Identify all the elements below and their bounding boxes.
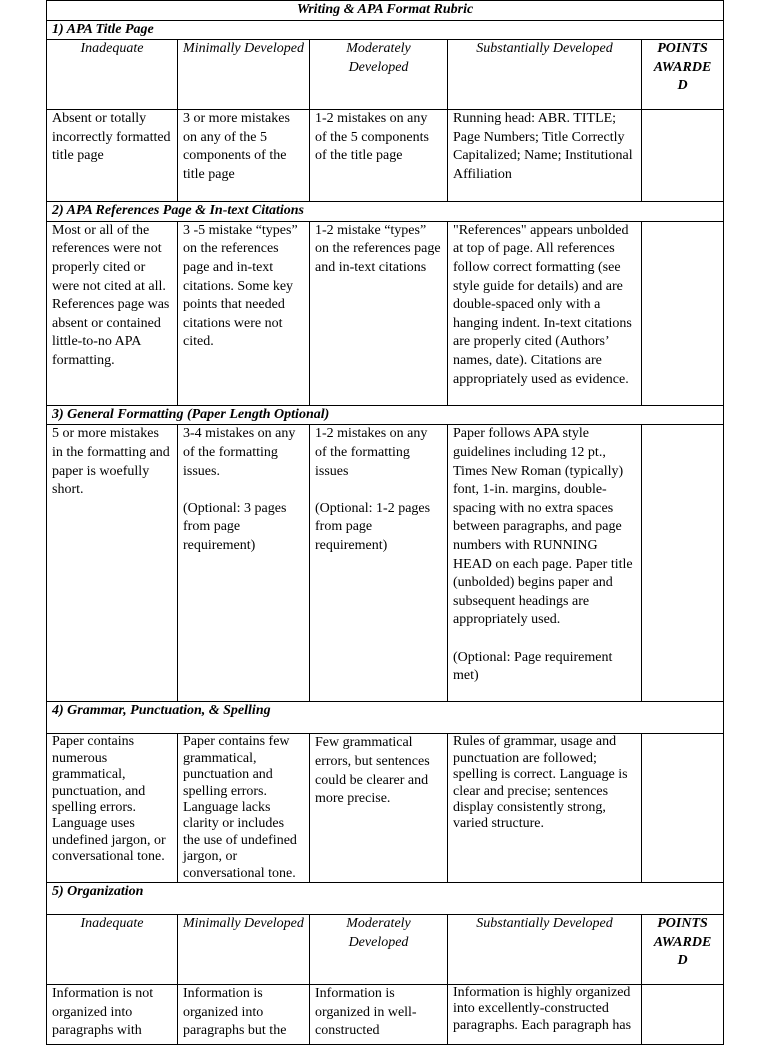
- section-heading-general-formatting: 3) General Formatting (Paper Length Optional): [47, 405, 724, 425]
- header-inadequate-2: Inadequate: [47, 915, 178, 985]
- cell-grammar-minimally: Paper contains few grammatical, punctuation and spelling errors. Language lacks clarity or includes the use of undefined jargon, or conversational tone.: [178, 734, 310, 883]
- header-minimally-developed: Minimally Developed: [178, 40, 310, 110]
- header-inadequate: Inadequate: [47, 40, 178, 110]
- cell-grammar-inadequate: Paper contains numerous grammatical, punctuation, and spelling errors. Language uses undefined jargon, or conversational tone.: [47, 734, 178, 883]
- header-substantially-developed-2: Substantially Developed: [448, 915, 642, 985]
- cell-title-page-points[interactable]: [642, 110, 724, 202]
- cell-references-inadequate: Most or all of the references were not properly cited or were not cited at all. References page was absent or contained little-to-no APA formatting.: [47, 221, 178, 405]
- header-points-awarded-2: POINTS AWARDE D: [642, 915, 724, 985]
- cell-title-page-substantially: Running head: ABR. TITLE; Page Numbers; Title Correctly Capitalized; Name; Institutional Affiliation: [448, 110, 642, 202]
- cell-formatting-minimally: 3-4 mistakes on any of the formatting issues. (Optional: 3 pages from page requirement): [178, 425, 310, 702]
- cell-organization-minimally: Information is organized into paragraphs but the: [178, 985, 310, 1045]
- cell-organization-points[interactable]: [642, 985, 724, 1045]
- rubric-title: Writing & APA Format Rubric: [47, 1, 724, 21]
- cell-references-points[interactable]: [642, 221, 724, 405]
- section-heading-references: 2) APA References Page & In-text Citations: [47, 202, 724, 222]
- section-heading-title-page: 1) APA Title Page: [47, 20, 724, 40]
- header-minimally-developed-2: Minimally Developed: [178, 915, 310, 985]
- header-points-awarded: POINTS AWARDE D: [642, 40, 724, 110]
- rubric-table: [46, 0, 724, 1045]
- cell-formatting-moderately: 1-2 mistakes on any of the formatting issues (Optional: 1-2 pages from page requirement): [310, 425, 448, 702]
- cell-references-minimally: 3 -5 mistake “types” on the references page and in-text citations. Some key points that needed citations were not cited.: [178, 221, 310, 405]
- cell-references-substantially: "References" appears unbolded at top of page. All references follow correct formatting (see style guide for details) and are double-spaced only with a hanging indent. In-text citations are properly cited (Authors’ names, date). Citations are appropriately used as evidence.: [448, 221, 642, 405]
- cell-formatting-substantially: Paper follows APA style guidelines including 12 pt., Times New Roman (typically) font, 1-in. margins, double-spacing with no extra spaces between paragraphs, and page numbers with RUNNING HEAD on each page. Paper title (unbolded) begins paper and subsequent headings are appropriately used. (Optional: Page requirement met): [448, 425, 642, 702]
- header-substantially-developed: Substantially Developed: [448, 40, 642, 110]
- cell-organization-inadequate: Information is not organized into paragraphs with: [47, 985, 178, 1045]
- cell-organization-moderately: Information is organized in well-constructed: [310, 985, 448, 1045]
- header-moderately-developed: Moderately Developed: [310, 40, 448, 110]
- cell-organization-substantially: Information is highly organized into excellently-constructed paragraphs. Each paragraph has: [448, 985, 642, 1045]
- cell-grammar-moderately: Few grammatical errors, but sentences could be clearer and more precise.: [310, 734, 448, 883]
- cell-title-page-minimally: 3 or more mistakes on any of the 5 components of the title page: [178, 110, 310, 202]
- section-heading-organization: 5) Organization: [47, 883, 724, 915]
- cell-grammar-substantially: Rules of grammar, usage and punctuation are followed; spelling is correct. Language is clear and precise; sentences display consistently strong, varied structure.: [448, 734, 642, 883]
- header-moderately-developed-2: Moderately Developed: [310, 915, 448, 985]
- cell-title-page-inadequate: Absent or totally incorrectly formatted title page: [47, 110, 178, 202]
- cell-formatting-points[interactable]: [642, 425, 724, 702]
- cell-title-page-moderately: 1-2 mistakes on any of the 5 components of the title page: [310, 110, 448, 202]
- section-heading-grammar: 4) Grammar, Punctuation, & Spelling: [47, 702, 724, 734]
- cell-grammar-points[interactable]: [642, 734, 724, 883]
- cell-formatting-inadequate: 5 or more mistakes in the formatting and paper is woefully short.: [47, 425, 178, 702]
- cell-references-moderately: 1-2 mistake “types” on the references page and in-text citations: [310, 221, 448, 405]
